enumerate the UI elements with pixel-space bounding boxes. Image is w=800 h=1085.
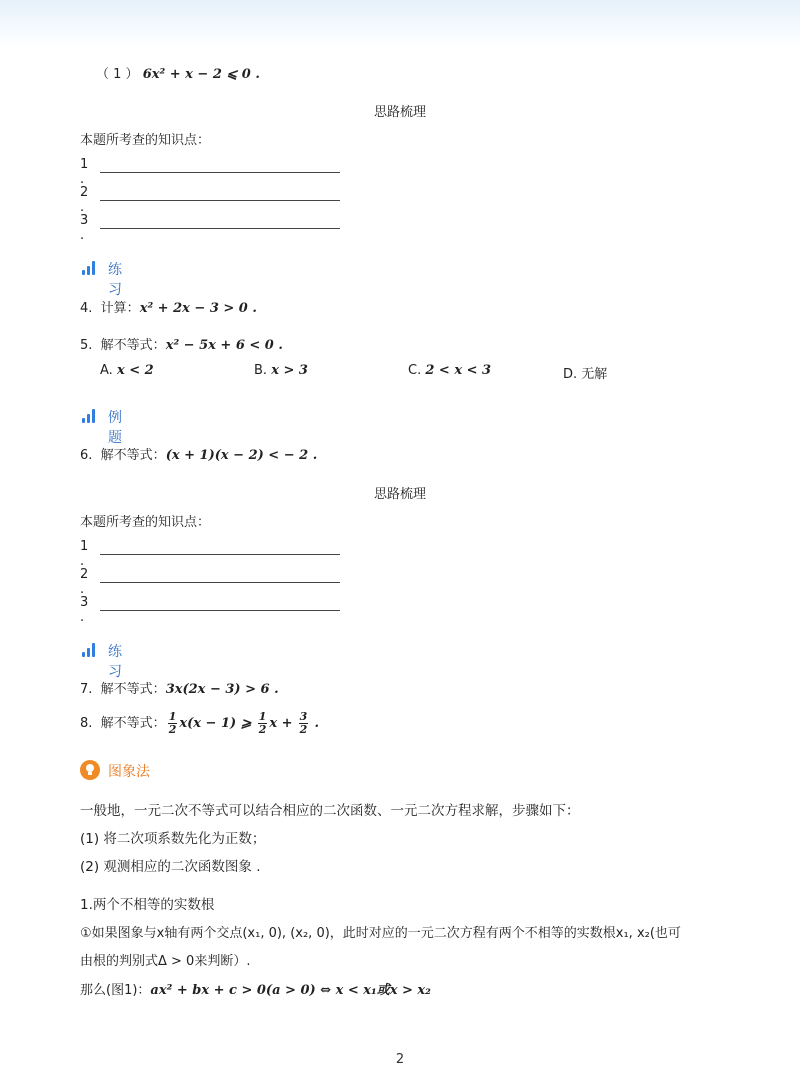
question-text: 解不等式： — [100, 338, 166, 353]
case-1-title: 1.两个不相等的实数根 — [80, 897, 215, 913]
option-expression: 无解 — [581, 367, 608, 382]
graph-method-step-1: (1) 将二次项系数先化为正数； — [80, 831, 266, 847]
answer-blank[interactable] — [100, 582, 340, 583]
graph-method-step-2: (2) 观测相应的二次函数图象 . — [80, 859, 261, 875]
option-letter: B. — [254, 363, 268, 378]
knowledge-prompt-1: 本题所考查的知识点： — [80, 133, 211, 148]
case-1-line-3 — [80, 979, 431, 998]
question-expression: x² − 5x + 6 < 0 . — [165, 338, 283, 353]
question-4 — [80, 297, 257, 316]
answer-blank[interactable] — [100, 554, 340, 555]
fraction-one-half — [168, 711, 178, 736]
question-1 — [96, 63, 260, 82]
option-expression: x > 3 — [271, 363, 308, 378]
answer-blank[interactable] — [100, 228, 340, 229]
case-1-equivalence: ax² + bx + c > 0(a > 0) ⇔ x < x₁或x > x₂ — [150, 983, 431, 998]
knowledge-line-number: 1 . — [80, 539, 89, 569]
case-1-line-3-prefix: 那么(图1)： — [80, 983, 151, 998]
question-text: 解不等式： — [100, 448, 166, 463]
answer-blank[interactable] — [100, 172, 340, 173]
knowledge-line-number: 2 . — [80, 567, 89, 597]
case-1-line-1: ①如果图象与x轴有两个交点(x₁, 0), (x₂, 0)，此时对应的一元二次方程有两个不相等的实数根x₁, x₂(也可 — [80, 926, 681, 941]
case-1-line-2: 由根的判别式Δ > 0来判断）. — [80, 954, 251, 969]
question-8 — [80, 710, 319, 738]
question-5 — [80, 334, 283, 353]
fraction-three-halves — [299, 711, 309, 736]
question-1-expression: 6x² + x − 2 ⩽ 0 . — [142, 67, 260, 82]
fraction-numerator: 1 — [168, 710, 177, 723]
option-expression: 2 < x < 3 — [425, 363, 492, 378]
knowledge-line-number: 1 . — [80, 157, 89, 187]
question-expression: x + — [269, 716, 293, 731]
question-5-options — [100, 363, 700, 383]
question-number: 8. — [80, 716, 93, 731]
bar-chart-icon — [80, 409, 98, 423]
page-header-band — [0, 0, 800, 48]
thinking-title-1: 思路梳理 — [373, 105, 426, 120]
question-number: 5. — [80, 338, 93, 353]
answer-blank[interactable] — [100, 200, 340, 201]
fraction-numerator: 3 — [299, 710, 308, 723]
page-number: 2 — [395, 1052, 405, 1067]
lightbulb-icon — [80, 760, 100, 780]
knowledge-line-number: 3 . — [80, 595, 89, 625]
option-a[interactable] — [100, 363, 154, 378]
practice-label: 练习 — [108, 262, 122, 298]
answer-blank[interactable] — [100, 610, 340, 611]
question-number: 7. — [80, 682, 93, 697]
question-end: . — [314, 716, 319, 731]
question-text: 计算： — [100, 301, 140, 316]
knowledge-line-number: 2 . — [80, 185, 89, 215]
question-text: 解不等式： — [100, 682, 166, 697]
question-expression: x² + 2x − 3 > 0 . — [139, 301, 257, 316]
fraction-numerator: 1 — [258, 710, 267, 723]
option-letter: D. — [563, 367, 578, 382]
option-letter: A. — [100, 363, 113, 378]
question-1-prefix: （ 1 ） — [96, 67, 139, 82]
option-letter: C. — [408, 363, 422, 378]
bar-chart-icon — [80, 643, 98, 657]
practice-label: 练习 — [108, 644, 122, 680]
question-expression: (x + 1)(x − 2) < − 2 . — [165, 448, 318, 463]
question-expression: x(x − 1) ⩾ — [179, 716, 252, 731]
option-expression: x < 2 — [116, 363, 154, 378]
question-number: 4. — [80, 301, 93, 316]
option-c[interactable] — [408, 363, 491, 378]
question-expression: 3x(2x − 3) > 6 . — [165, 682, 279, 697]
graph-method-heading: 图象法 — [108, 764, 150, 780]
option-b[interactable] — [254, 363, 308, 378]
bar-chart-icon — [80, 261, 98, 275]
question-7 — [80, 678, 279, 697]
fraction-one-half — [258, 711, 268, 736]
graph-method-intro: 一般地，一元二次不等式可以结合相应的二次函数、一元二次方程求解，步骤如下： — [80, 803, 580, 819]
example-label: 例题 — [108, 410, 122, 446]
question-6 — [80, 444, 317, 463]
question-number: 6. — [80, 448, 93, 463]
fraction-denominator: 2 — [168, 723, 177, 736]
fraction-denominator: 2 — [258, 723, 267, 736]
option-d[interactable] — [563, 363, 607, 382]
question-text: 解不等式： — [100, 716, 166, 731]
knowledge-line-number: 3 . — [80, 213, 89, 243]
fraction-denominator: 2 — [299, 723, 308, 736]
thinking-title-2: 思路梳理 — [373, 487, 426, 502]
knowledge-prompt-2: 本题所考查的知识点： — [80, 515, 211, 530]
